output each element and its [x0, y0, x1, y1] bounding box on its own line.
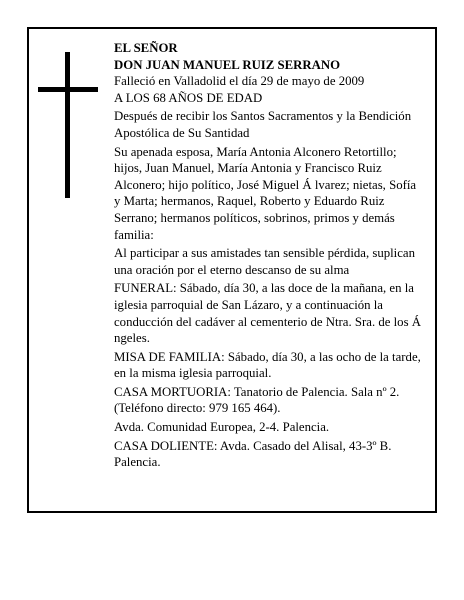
family-mass-paragraph: MISA DE FAMILIA: Sábado, día 30, a las ocho de la tarde, en la misma iglesia parroquial. — [114, 349, 421, 381]
prayer-request-paragraph: Al participar a sus amistades tan sensible pérdida, suplican una oración por el eterno descanso de su alma — [114, 246, 415, 277]
family-paragraph: Su apenada esposa, María Antonia Alconero Retortillo; hijos, Juan Manuel, María Antonia y Francisco Ruiz Alconero; hijo político, José Miguel Á lvarez; nietas, Sofía y Marta; hermanos, Raquel, Roberto y Eduardo Ruiz Serrano; hermanos políticos, sobrinos, primos y demás familia: — [114, 144, 417, 242]
family-home-paragraph: CASA DOLIENTE: Avda. Casado del Alisal, 43-3º B. Palencia. — [114, 438, 392, 470]
cross-vertical-bar — [65, 52, 70, 198]
deceased-name: DON JUAN MANUEL RUIZ SERRANO — [114, 57, 341, 72]
mortuary-address-line: Avda. Comunidad Europea, 2-4. Palencia. — [114, 420, 330, 435]
age-line: A LOS 68 AÑOS DE EDAD — [114, 90, 263, 105]
cross-icon — [38, 52, 98, 198]
death-date-line: Falleció en Valladolid el día 29 de mayo de 2009 — [114, 74, 365, 89]
heading-title: EL SEÑOR — [114, 41, 178, 55]
cross-horizontal-bar — [38, 87, 98, 92]
obituary-text — [114, 40, 422, 471]
mortuary-paragraph: CASA MORTUORIA: Tanatorio de Palencia. Sala nº 2. (Teléfono directo: 979 165 464). — [114, 384, 400, 416]
funeral-paragraph: FUNERAL: Sábado, día 30, a las doce de la mañana, en la iglesia parroquial de San Lázaro, y a continuación la conducción del cadáver al cementerio de Ntra. Sra. de los Á ngeles. — [114, 281, 421, 346]
sacraments-paragraph: Después de recibir los Santos Sacramentos y la Bendición Apostólica de Su Santidad — [114, 109, 412, 140]
